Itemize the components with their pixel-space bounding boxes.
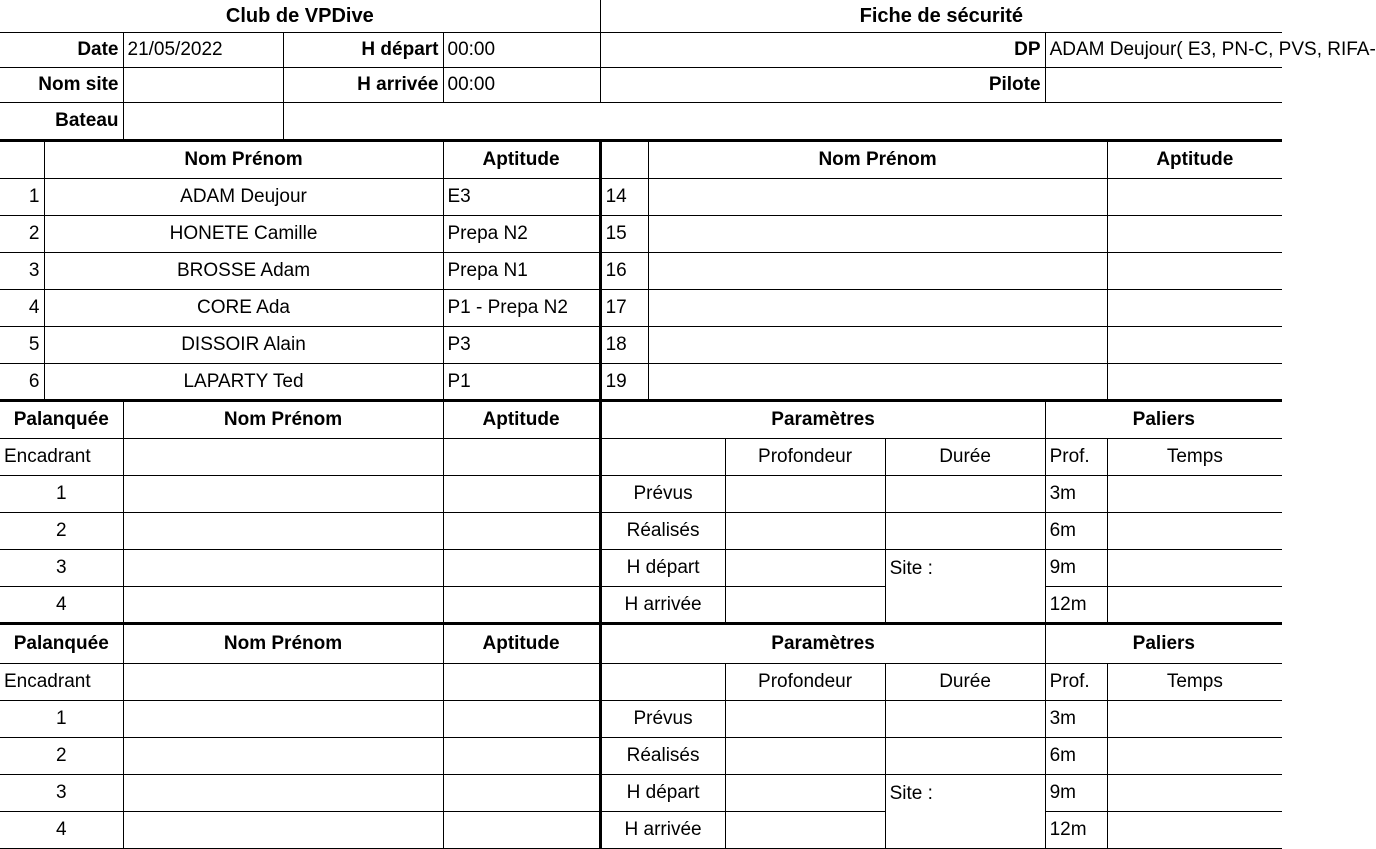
site-field[interactable]: Site :	[885, 549, 1045, 623]
member-number: 1	[0, 475, 123, 512]
diver-number: 16	[600, 252, 648, 289]
pilote-field[interactable]	[1045, 67, 1282, 102]
diver-number: 6	[0, 363, 44, 400]
palier-time-field[interactable]	[1107, 549, 1282, 586]
parameter-label: H départ	[600, 774, 725, 811]
temps-header: Temps	[1107, 663, 1282, 700]
palier-depth: 3m	[1045, 475, 1107, 512]
member-aptitude-field[interactable]	[443, 475, 600, 512]
member-name-field[interactable]	[123, 586, 443, 623]
palier-time-field[interactable]	[1107, 700, 1282, 737]
palier-time-field[interactable]	[1107, 475, 1282, 512]
nom-site-label: Nom site	[0, 67, 123, 102]
parameter-label: Prévus	[600, 475, 725, 512]
diver-row	[0, 178, 1282, 215]
duree-header: Durée	[885, 663, 1045, 700]
member-name-field[interactable]	[123, 811, 443, 848]
name-header: Nom Prénom	[123, 400, 443, 438]
encadrant-aptitude-field[interactable]	[443, 438, 600, 475]
diver-aptitude[interactable]	[1107, 363, 1282, 400]
h-depart-field[interactable]: 00:00	[443, 32, 600, 67]
encadrant-label: Encadrant	[0, 438, 123, 475]
member-number: 3	[0, 549, 123, 586]
diver-aptitude[interactable]	[1107, 215, 1282, 252]
diver-aptitude[interactable]: E3	[443, 178, 600, 215]
empty-cell	[0, 140, 44, 178]
palier-depth: 9m	[1045, 549, 1107, 586]
diver-name[interactable]	[648, 178, 1107, 215]
diver-name[interactable]	[648, 215, 1107, 252]
palier-time-field[interactable]	[1107, 811, 1282, 848]
diver-number: 19	[600, 363, 648, 400]
palanquee-member-row	[0, 700, 1282, 737]
diver-name[interactable]	[648, 289, 1107, 326]
diver-aptitude[interactable]: Prepa N1	[443, 252, 600, 289]
palanquee-header-row	[0, 623, 1282, 663]
diver-aptitude[interactable]	[1107, 252, 1282, 289]
diver-name[interactable]: ADAM Deujour	[44, 178, 443, 215]
diver-row	[0, 326, 1282, 363]
encadrant-name-field[interactable]	[123, 663, 443, 700]
date-field[interactable]: 21/05/2022	[123, 32, 283, 67]
diver-name[interactable]: CORE Ada	[44, 289, 443, 326]
profondeur-field[interactable]	[725, 737, 885, 774]
diver-row	[0, 363, 1282, 400]
encadrant-row	[0, 438, 1282, 475]
palanquee-member-row	[0, 811, 1282, 848]
palier-time-field[interactable]	[1107, 737, 1282, 774]
palier-depth: 6m	[1045, 512, 1107, 549]
parameter-label: Prévus	[600, 700, 725, 737]
diver-number: 14	[600, 178, 648, 215]
palier-depth: 12m	[1045, 586, 1107, 623]
member-aptitude-field[interactable]	[443, 512, 600, 549]
duree-field[interactable]	[885, 512, 1045, 549]
member-number: 4	[0, 586, 123, 623]
member-number: 2	[0, 512, 123, 549]
bateau-label: Bateau	[0, 102, 123, 140]
palanquee-label: Palanquée	[0, 623, 123, 663]
palanquee-member-row	[0, 512, 1282, 549]
parametres-header: Paramètres	[600, 400, 1045, 438]
member-number: 2	[0, 737, 123, 774]
diver-aptitude[interactable]	[1107, 178, 1282, 215]
diver-name[interactable]	[648, 252, 1107, 289]
member-aptitude-field[interactable]	[443, 811, 600, 848]
member-name-field[interactable]	[123, 700, 443, 737]
member-aptitude-field[interactable]	[443, 700, 600, 737]
paliers-header: Paliers	[1045, 400, 1282, 438]
member-aptitude-field[interactable]	[443, 774, 600, 811]
diver-row	[0, 215, 1282, 252]
duree-field[interactable]	[885, 475, 1045, 512]
diver-aptitude[interactable]	[1107, 326, 1282, 363]
diver-number: 17	[600, 289, 648, 326]
dp-label: DP	[600, 32, 1045, 67]
diver-name[interactable]: DISSOIR Alain	[44, 326, 443, 363]
member-name-field[interactable]	[123, 512, 443, 549]
profondeur-field[interactable]	[725, 475, 885, 512]
diver-number: 1	[0, 178, 44, 215]
palanquee-member-row	[0, 737, 1282, 774]
parameter-label: Réalisés	[600, 512, 725, 549]
encadrant-name-field[interactable]	[123, 438, 443, 475]
parameter-label: H arrivée	[600, 811, 725, 848]
profondeur-field[interactable]	[725, 774, 885, 811]
member-number: 1	[0, 700, 123, 737]
aptitude-header-right: Aptitude	[1107, 140, 1282, 178]
palanquee-header-row	[0, 400, 1282, 438]
encadrant-aptitude-field[interactable]	[443, 663, 600, 700]
palier-depth: 9m	[1045, 774, 1107, 811]
empty-cell	[600, 663, 725, 700]
palier-depth: 12m	[1045, 811, 1107, 848]
palier-time-field[interactable]	[1107, 774, 1282, 811]
palier-time-field[interactable]	[1107, 586, 1282, 623]
sheet-title: Fiche de sécurité	[600, 0, 1282, 32]
palier-time-field[interactable]	[1107, 512, 1282, 549]
palanquee-member-row	[0, 549, 1282, 586]
palanquee-label: Palanquée	[0, 400, 123, 438]
diver-row	[0, 252, 1282, 289]
parameter-label: H arrivée	[600, 586, 725, 623]
member-number: 3	[0, 774, 123, 811]
member-number: 4	[0, 811, 123, 848]
h-depart-label: H départ	[283, 32, 443, 67]
prof-header: Prof.	[1045, 438, 1107, 475]
profondeur-field[interactable]	[725, 549, 885, 586]
diver-aptitude[interactable]: P3	[443, 326, 600, 363]
paliers-header: Paliers	[1045, 623, 1282, 663]
aptitude-header-left: Aptitude	[443, 140, 600, 178]
site-field[interactable]: Site :	[885, 774, 1045, 848]
parametres-header: Paramètres	[600, 623, 1045, 663]
duree-field[interactable]	[885, 737, 1045, 774]
diver-aptitude[interactable]: P1	[443, 363, 600, 400]
profondeur-header: Profondeur	[725, 663, 885, 700]
diver-name[interactable]	[648, 363, 1107, 400]
diver-name[interactable]: LAPARTY Ted	[44, 363, 443, 400]
diver-number: 5	[0, 326, 44, 363]
member-name-field[interactable]	[123, 475, 443, 512]
profondeur-header: Profondeur	[725, 438, 885, 475]
diver-aptitude[interactable]: P1 - Prepa N2	[443, 289, 600, 326]
name-header: Nom Prénom	[123, 623, 443, 663]
diver-name[interactable]	[648, 326, 1107, 363]
profondeur-field[interactable]	[725, 811, 885, 848]
h-arrivee-field[interactable]: 00:00	[443, 67, 600, 102]
diver-number: 15	[600, 215, 648, 252]
duree-header: Durée	[885, 438, 1045, 475]
diver-aptitude[interactable]: Prepa N2	[443, 215, 600, 252]
diver-row	[0, 289, 1282, 326]
diver-number: 4	[0, 289, 44, 326]
name-header-left: Nom Prénom	[44, 140, 443, 178]
empty-cell	[600, 438, 725, 475]
date-label: Date	[0, 32, 123, 67]
dp-field[interactable]: ADAM Deujour( E3, PN-C, PVS, RIFA-	[1045, 32, 1282, 67]
palanquee-member-row	[0, 586, 1282, 623]
nom-site-field[interactable]	[123, 67, 283, 102]
member-name-field[interactable]	[123, 737, 443, 774]
parameter-label: H départ	[600, 549, 725, 586]
temps-header: Temps	[1107, 438, 1282, 475]
diver-name[interactable]: BROSSE Adam	[44, 252, 443, 289]
member-aptitude-field[interactable]	[443, 737, 600, 774]
palanquee-member-row	[0, 774, 1282, 811]
aptitude-header: Aptitude	[443, 623, 600, 663]
h-arrivee-label: H arrivée	[283, 67, 443, 102]
member-aptitude-field[interactable]	[443, 549, 600, 586]
profondeur-field[interactable]	[725, 700, 885, 737]
aptitude-header: Aptitude	[443, 400, 600, 438]
palanquee-member-row	[0, 475, 1282, 512]
empty-cell	[283, 102, 1282, 140]
name-header-right: Nom Prénom	[648, 140, 1107, 178]
diver-name[interactable]: HONETE Camille	[44, 215, 443, 252]
pilote-label: Pilote	[600, 67, 1045, 102]
empty-cell	[600, 140, 648, 178]
palier-depth: 3m	[1045, 700, 1107, 737]
member-name-field[interactable]	[123, 549, 443, 586]
parameter-label: Réalisés	[600, 737, 725, 774]
club-title: Club de VPDive	[0, 0, 600, 32]
diver-number: 3	[0, 252, 44, 289]
encadrant-row	[0, 663, 1282, 700]
member-name-field[interactable]	[123, 774, 443, 811]
diver-number: 2	[0, 215, 44, 252]
bateau-field[interactable]	[123, 102, 283, 140]
profondeur-field[interactable]	[725, 586, 885, 623]
member-aptitude-field[interactable]	[443, 586, 600, 623]
diver-aptitude[interactable]	[1107, 289, 1282, 326]
prof-header: Prof.	[1045, 663, 1107, 700]
duree-field[interactable]	[885, 700, 1045, 737]
diver-number: 18	[600, 326, 648, 363]
profondeur-field[interactable]	[725, 512, 885, 549]
encadrant-label: Encadrant	[0, 663, 123, 700]
palier-depth: 6m	[1045, 737, 1107, 774]
